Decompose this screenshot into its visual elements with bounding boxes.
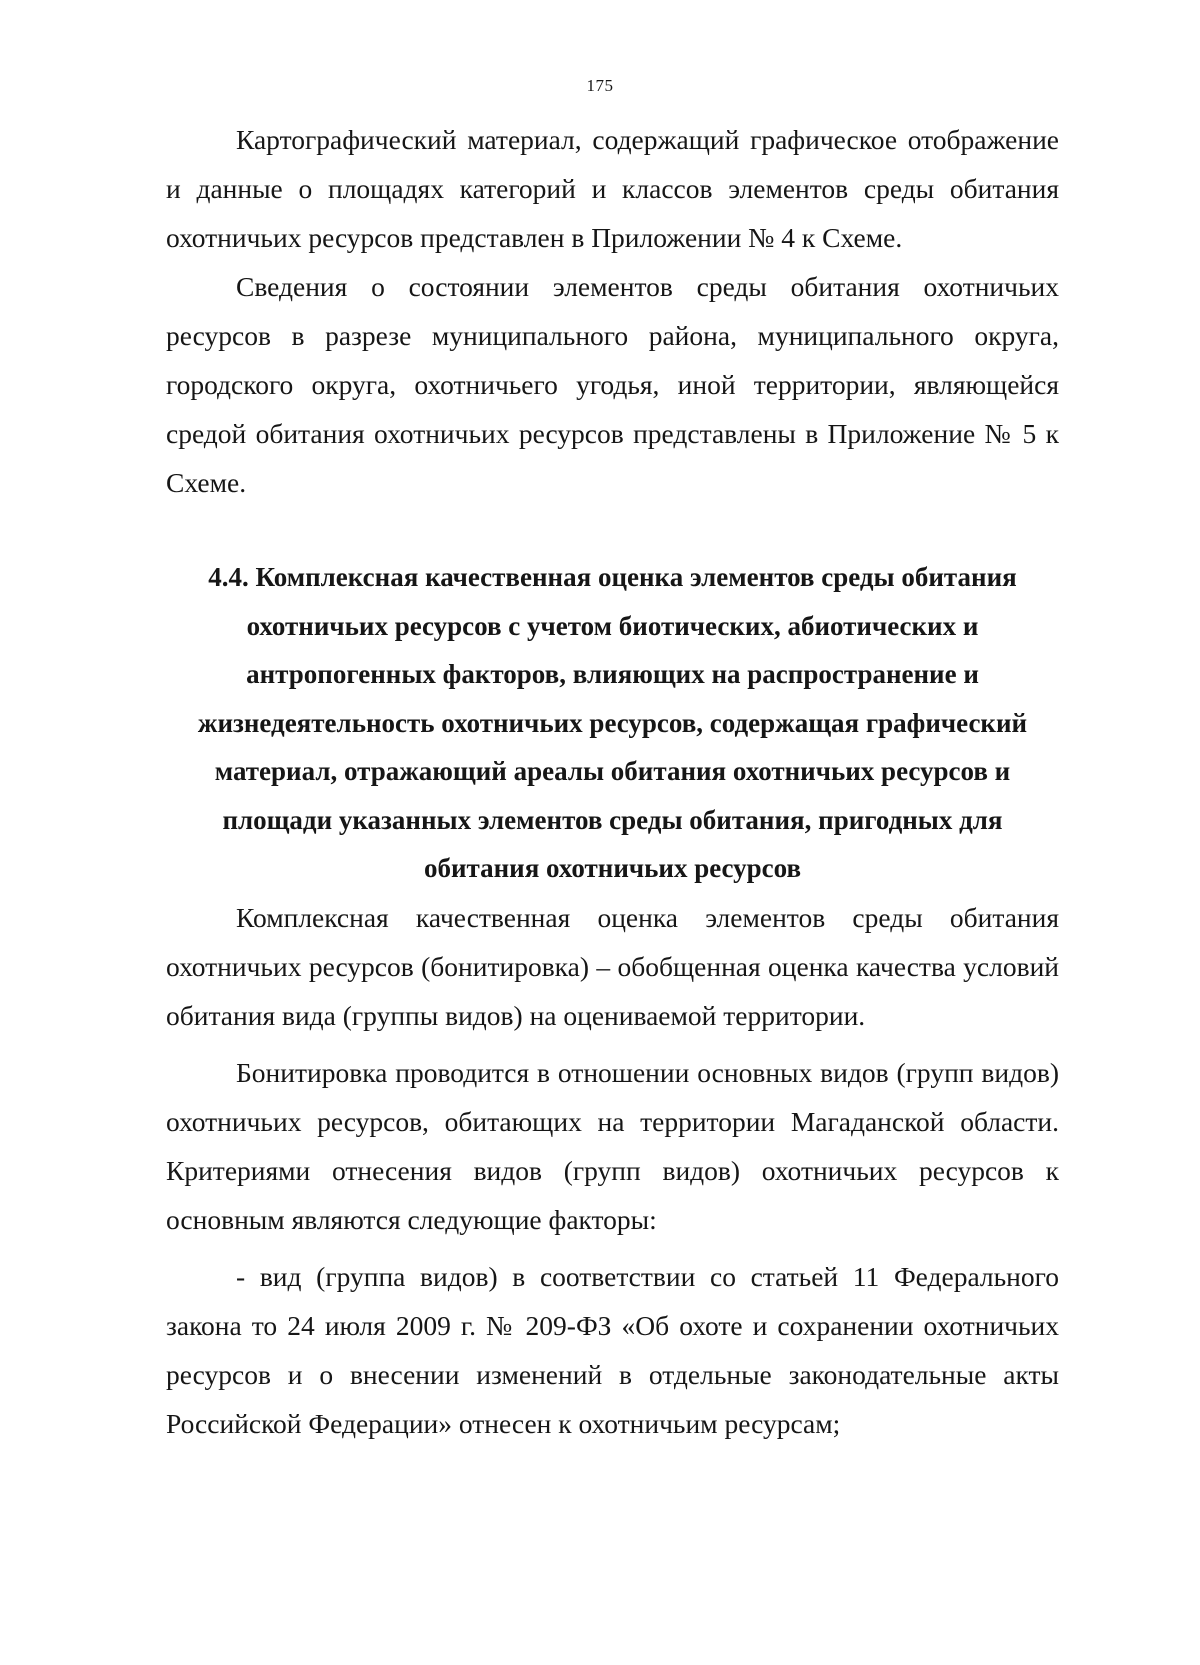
intro-text-block <box>166 115 1059 507</box>
heading-line: жизнедеятельность охотничьих ресурсов, содержащая графический <box>197 707 1028 738</box>
paragraph-bonitation-criteria: Бонитировка проводится в отношении основных видов (групп видов) охотничьих ресурсов, обитающих на территории Магаданской области. Критериями отнесения видов (групп видов) охотничьих ресурсов к основным являются следующие факторы: <box>166 1057 1059 1235</box>
heading-line: обитания охотничьих ресурсов <box>423 853 802 883</box>
heading-line: площади указанных элементов среды обитания, пригодных для <box>222 804 1003 835</box>
heading-line: охотничьих ресурсов с учетом биотических, абиотических и <box>246 610 979 641</box>
paragraph-habitat-state-info: Сведения о состоянии элементов среды обитания охотничьих ресурсов в разрезе муниципального района, муниципального округа, городского округа, охотничьего угодья, иной территории, являющейся средой обитания охотничьих ресурсов представлены в Приложение № 5 к Схеме. <box>166 271 1059 498</box>
heading-line: 4.4. Комплексная качественная оценка элементов среды обитания <box>208 562 1017 592</box>
heading-line: материал, отражающий ареалы обитания охотничьих ресурсов и <box>214 756 1011 786</box>
paragraph-bonitation-definition: Комплексная качественная оценка элементов среды обитания охотничьих ресурсов (бонитировка) – обобщенная оценка качества условий обитания вида (группы видов) на оцениваемой территории. <box>166 902 1059 1031</box>
body-text-block <box>166 893 1059 1448</box>
heading-line: антропогенных факторов, влияющих на распространение и <box>246 659 979 689</box>
page-number: 175 <box>586 76 614 95</box>
section-heading-4-4 <box>160 553 1065 893</box>
list-item-criterion-1: - вид (группа видов) в соответствии со статьей 11 Федерального закона то 24 июля 2009 г. № 209-ФЗ «Об охоте и сохранении охотничьих ресурсов и о внесении изменений в отдельные законодательные акты Российской Федерации» отнесен к охотничьим ресурсам; <box>166 1261 1059 1439</box>
paragraph-cartographic-material: Картографический материал, содержащий графическое отображение и данные о площадях категорий и классов элементов среды обитания охотничьих ресурсов представлен в Приложении № 4 к Схеме. <box>166 124 1059 253</box>
